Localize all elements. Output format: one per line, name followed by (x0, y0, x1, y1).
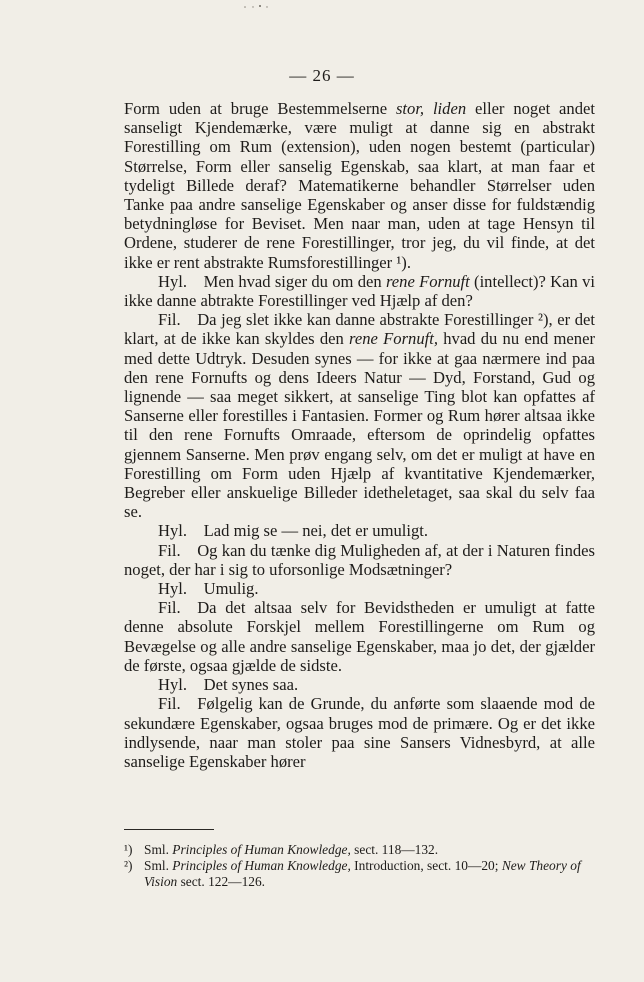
text-run: (intellect)? Kan vi ikke danne abtrakte Forestillinger ved Hjælp af den? (124, 271, 595, 311)
text-run: hvad du nu end mener med dette Udtryk. Desuden synes — for ikke at gaa nærmere ind paa den rene Fornufts og dens Ideers Natur — Dyd, Forstand, Gud og lignende — saa meget sikkert, at sanselige Ting blot kan opfattes af Sanserne eller forestilles i Fantasien. Former og Rum hører altsaa ikke til den rene Fornufts Omraade, eftersom de oprindelig opfattes gjennem Sanserne. Men prøv engang selv, om det er muligt at have en Forestilling om Form uden Hjælp af kvantitative Kjendemærker, Begreber eller anskuelige Billeder idetheletaget, saa skal du selv faa se. (124, 329, 595, 522)
text-run: Sml. (144, 858, 173, 873)
italic-text: rene Fornuft, (349, 329, 438, 349)
paragraph (124, 598, 595, 675)
footnotes (124, 842, 595, 890)
speaker-label: Fil. (158, 694, 181, 714)
text-run: Form uden at bruge Bestemmelserne (124, 99, 396, 118)
footnote-marker: ²) (124, 858, 133, 873)
speaker-label: Hyl. (158, 579, 188, 599)
text-run: Lad mig se — nei, det er umuligt. (203, 521, 429, 541)
text-run: sect. 118—132. (350, 842, 439, 857)
footnote (124, 842, 595, 858)
speaker-label: Fil. (158, 310, 181, 330)
footnote-marker: ¹) (124, 842, 133, 857)
text-run: Det synes saa. (203, 675, 299, 695)
italic-text: stor, liden (395, 99, 467, 118)
footnote-rule (124, 829, 214, 830)
paragraph (124, 99, 595, 272)
text-run: sect. 122—126. (177, 874, 266, 889)
italic-text: Principles of Human Knowledge, (172, 842, 351, 857)
paragraph (124, 521, 595, 540)
paragraph (124, 694, 595, 771)
italic-text: rene Fornuft (385, 271, 470, 291)
text-run: Men hvad siger du om den (203, 271, 386, 291)
paragraph (124, 272, 595, 310)
text-run: Og kan du tænke dig Muligheden af, at der i Naturen findes noget, der har i sig to uforsonlige Modsætninger? (124, 540, 595, 579)
text-run: Introduction, sect. 10—20; (350, 858, 502, 873)
text-run: Følgelig kan de Grunde, du anførte som slaaende mod de sekundære Egenskaber, ogsaa bruges mod de primære. Og er det ikke indlysende, naar man stoler paa sine Sansers Vidnesbyrd, at alle sanselige Egenskaber hører (124, 694, 595, 771)
body-text (124, 99, 595, 771)
speaker-label: Fil. (158, 598, 181, 618)
italic-text: Principles of Human Knowledge, (172, 858, 351, 873)
text-run: Umulig. (203, 579, 259, 599)
text-run: Da jeg slet ikke kan danne abstrakte Forestillinger ²), er det klart, at de ikke kan skyldes den (124, 310, 595, 349)
speaker-label: Fil. (158, 540, 181, 560)
text-run: Sml. (144, 842, 173, 857)
speaker-label: Hyl. (158, 521, 188, 541)
speaker-label: Hyl. (158, 271, 188, 291)
italic-text: New Theory of Vision (144, 858, 581, 889)
text-run: eller noget andet sanseligt Kjendemærke, være muligt at danne sig en abstrakt Forestilling om Rum (extension), uden nogen bestemt (particular) Størrelse, Form eller sanselig Egenskab, saa klart, at man faar et tydeligt Billede deraf? Matematikerne behandler Størrelser uden Tanke paa andre sanselige Egenskaber og anser disse for fuldstændig betydningløse for Beviset. Men naar man, uden at tage Hensyn til Ordene, studerer de rene Forestillinger, tror jeg, du vil finde, at det ikke er rent abstrakte Rumsforestillinger ¹). (124, 99, 595, 272)
paragraph (124, 310, 595, 521)
paragraph (124, 579, 595, 598)
speaker-label: Hyl. (158, 675, 188, 695)
footnote (124, 858, 595, 890)
text-run: Da det altsaa selv for Bevidstheden er umuligt at fatte denne absolute Forskjel mellem Forestillingerne om Rum og Bevægelse og alle andre sanselige Egenskaber, maa jo det, der gjælder de første, ogsaa gjælde de sidste. (124, 598, 595, 675)
ink-speck-decoration (235, 4, 285, 10)
paragraph (124, 541, 595, 579)
page-number: — 26 — (289, 66, 355, 85)
paragraph (124, 675, 595, 694)
